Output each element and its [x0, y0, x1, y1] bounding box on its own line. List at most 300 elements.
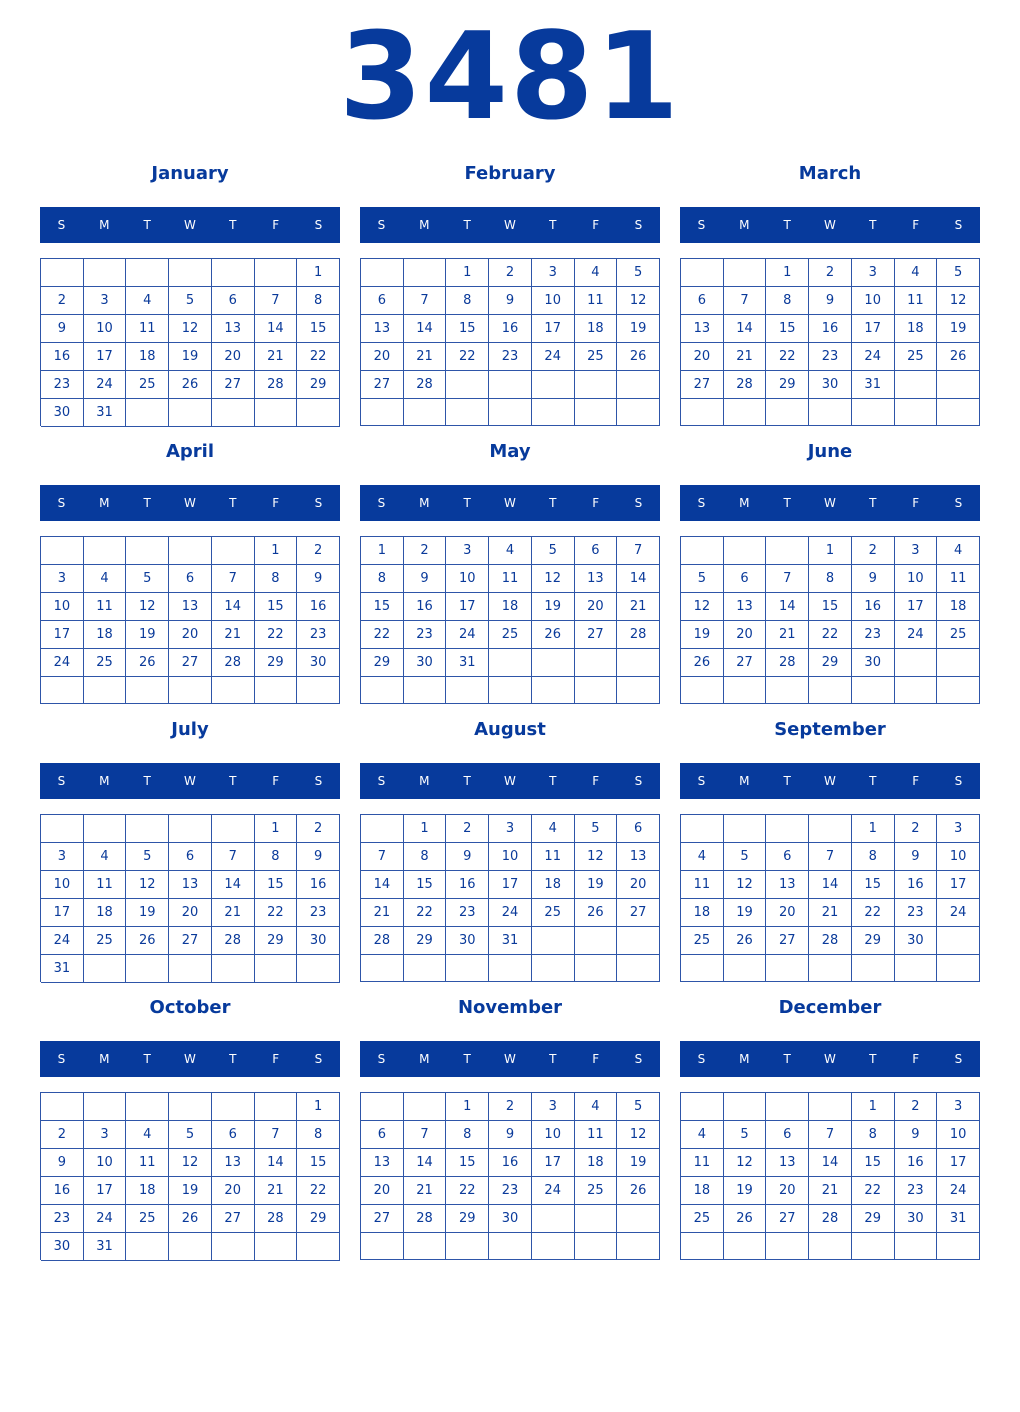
day-cell[interactable]: 9: [809, 287, 852, 315]
day-cell[interactable]: 3: [489, 815, 532, 843]
day-cell[interactable]: 16: [446, 871, 489, 899]
day-cell[interactable]: 25: [532, 899, 575, 927]
day-cell[interactable]: 11: [532, 843, 575, 871]
day-cell[interactable]: 18: [126, 1177, 169, 1205]
day-cell[interactable]: 23: [895, 899, 938, 927]
day-cell[interactable]: 12: [169, 1149, 212, 1177]
day-cell[interactable]: 11: [681, 1149, 724, 1177]
day-cell[interactable]: 13: [681, 315, 724, 343]
day-cell[interactable]: 1: [404, 815, 447, 843]
day-cell[interactable]: 28: [212, 927, 255, 955]
day-cell[interactable]: 17: [532, 315, 575, 343]
day-cell[interactable]: 9: [41, 1149, 84, 1177]
day-cell[interactable]: 20: [169, 899, 212, 927]
day-cell[interactable]: 10: [937, 1121, 980, 1149]
day-cell[interactable]: 18: [126, 343, 169, 371]
day-cell[interactable]: 26: [126, 649, 169, 677]
day-cell[interactable]: 21: [617, 593, 660, 621]
day-cell[interactable]: 3: [532, 259, 575, 287]
day-cell[interactable]: 7: [404, 287, 447, 315]
day-cell[interactable]: 1: [446, 1093, 489, 1121]
day-cell[interactable]: 17: [489, 871, 532, 899]
day-cell[interactable]: 21: [212, 899, 255, 927]
day-cell[interactable]: 10: [84, 1149, 127, 1177]
day-cell[interactable]: 24: [937, 899, 980, 927]
day-cell[interactable]: 23: [489, 1177, 532, 1205]
day-cell[interactable]: 14: [255, 1149, 298, 1177]
day-cell[interactable]: 13: [724, 593, 767, 621]
day-cell[interactable]: 30: [41, 1233, 84, 1261]
day-cell[interactable]: 29: [255, 649, 298, 677]
day-cell[interactable]: 14: [766, 593, 809, 621]
day-cell[interactable]: 24: [532, 343, 575, 371]
day-cell[interactable]: 22: [297, 1177, 340, 1205]
day-cell[interactable]: 20: [617, 871, 660, 899]
day-cell[interactable]: 15: [852, 871, 895, 899]
day-cell[interactable]: 16: [895, 1149, 938, 1177]
day-cell[interactable]: 12: [575, 843, 618, 871]
day-cell[interactable]: 4: [84, 843, 127, 871]
day-cell[interactable]: 4: [532, 815, 575, 843]
day-cell[interactable]: 13: [169, 871, 212, 899]
day-cell[interactable]: 10: [41, 871, 84, 899]
day-cell[interactable]: 10: [489, 843, 532, 871]
day-cell[interactable]: 31: [84, 1233, 127, 1261]
day-cell[interactable]: 27: [361, 371, 404, 399]
day-cell[interactable]: 5: [169, 1121, 212, 1149]
day-cell[interactable]: 4: [489, 537, 532, 565]
day-cell[interactable]: 6: [212, 1121, 255, 1149]
day-cell[interactable]: 12: [617, 1121, 660, 1149]
day-cell[interactable]: 31: [852, 371, 895, 399]
day-cell[interactable]: 26: [617, 1177, 660, 1205]
day-cell[interactable]: 29: [297, 1205, 340, 1233]
day-cell[interactable]: 8: [446, 1121, 489, 1149]
day-cell[interactable]: 25: [575, 1177, 618, 1205]
day-cell[interactable]: 15: [446, 1149, 489, 1177]
day-cell[interactable]: 14: [212, 871, 255, 899]
day-cell[interactable]: 3: [41, 565, 84, 593]
day-cell[interactable]: 20: [766, 1177, 809, 1205]
day-cell[interactable]: 4: [126, 1121, 169, 1149]
day-cell[interactable]: 18: [84, 621, 127, 649]
day-cell[interactable]: 2: [489, 259, 532, 287]
day-cell[interactable]: 1: [766, 259, 809, 287]
day-cell[interactable]: 1: [852, 1093, 895, 1121]
day-cell[interactable]: 16: [489, 315, 532, 343]
day-cell[interactable]: 19: [937, 315, 980, 343]
day-cell[interactable]: 24: [41, 927, 84, 955]
day-cell[interactable]: 16: [489, 1149, 532, 1177]
day-cell[interactable]: 20: [169, 621, 212, 649]
day-cell[interactable]: 27: [212, 371, 255, 399]
day-cell[interactable]: 28: [809, 927, 852, 955]
day-cell[interactable]: 22: [446, 343, 489, 371]
day-cell[interactable]: 6: [617, 815, 660, 843]
day-cell[interactable]: 17: [895, 593, 938, 621]
day-cell[interactable]: 12: [724, 871, 767, 899]
day-cell[interactable]: 22: [297, 343, 340, 371]
day-cell[interactable]: 14: [809, 1149, 852, 1177]
day-cell[interactable]: 17: [84, 343, 127, 371]
day-cell[interactable]: 27: [766, 1205, 809, 1233]
day-cell[interactable]: 2: [895, 1093, 938, 1121]
day-cell[interactable]: 8: [255, 843, 298, 871]
day-cell[interactable]: 27: [361, 1205, 404, 1233]
day-cell[interactable]: 29: [766, 371, 809, 399]
day-cell[interactable]: 26: [169, 371, 212, 399]
day-cell[interactable]: 30: [895, 927, 938, 955]
day-cell[interactable]: 8: [255, 565, 298, 593]
day-cell[interactable]: 13: [212, 1149, 255, 1177]
day-cell[interactable]: 6: [575, 537, 618, 565]
day-cell[interactable]: 15: [255, 871, 298, 899]
day-cell[interactable]: 2: [446, 815, 489, 843]
day-cell[interactable]: 5: [126, 565, 169, 593]
day-cell[interactable]: 17: [41, 621, 84, 649]
day-cell[interactable]: 28: [212, 649, 255, 677]
day-cell[interactable]: 12: [681, 593, 724, 621]
day-cell[interactable]: 16: [404, 593, 447, 621]
day-cell[interactable]: 7: [724, 287, 767, 315]
day-cell[interactable]: 2: [489, 1093, 532, 1121]
day-cell[interactable]: 28: [766, 649, 809, 677]
day-cell[interactable]: 7: [255, 287, 298, 315]
day-cell[interactable]: 5: [126, 843, 169, 871]
day-cell[interactable]: 23: [489, 343, 532, 371]
day-cell[interactable]: 27: [724, 649, 767, 677]
day-cell[interactable]: 16: [297, 593, 340, 621]
day-cell[interactable]: 9: [852, 565, 895, 593]
day-cell[interactable]: 3: [532, 1093, 575, 1121]
day-cell[interactable]: 19: [532, 593, 575, 621]
day-cell[interactable]: 30: [297, 927, 340, 955]
day-cell[interactable]: 24: [41, 649, 84, 677]
day-cell[interactable]: 13: [617, 843, 660, 871]
day-cell[interactable]: 8: [404, 843, 447, 871]
day-cell[interactable]: 10: [895, 565, 938, 593]
day-cell[interactable]: 26: [724, 1205, 767, 1233]
day-cell[interactable]: 5: [724, 1121, 767, 1149]
day-cell[interactable]: 17: [532, 1149, 575, 1177]
day-cell[interactable]: 9: [895, 1121, 938, 1149]
day-cell[interactable]: 20: [212, 343, 255, 371]
day-cell[interactable]: 13: [361, 1149, 404, 1177]
day-cell[interactable]: 4: [575, 259, 618, 287]
day-cell[interactable]: 18: [84, 899, 127, 927]
day-cell[interactable]: 10: [446, 565, 489, 593]
day-cell[interactable]: 29: [297, 371, 340, 399]
day-cell[interactable]: 8: [446, 287, 489, 315]
day-cell[interactable]: 4: [895, 259, 938, 287]
day-cell[interactable]: 13: [361, 315, 404, 343]
day-cell[interactable]: 2: [895, 815, 938, 843]
day-cell[interactable]: 7: [255, 1121, 298, 1149]
day-cell[interactable]: 30: [297, 649, 340, 677]
day-cell[interactable]: 1: [255, 815, 298, 843]
day-cell[interactable]: 21: [404, 1177, 447, 1205]
day-cell[interactable]: 12: [169, 315, 212, 343]
day-cell[interactable]: 5: [617, 259, 660, 287]
day-cell[interactable]: 28: [404, 371, 447, 399]
day-cell[interactable]: 9: [41, 315, 84, 343]
day-cell[interactable]: 14: [809, 871, 852, 899]
day-cell[interactable]: 26: [724, 927, 767, 955]
day-cell[interactable]: 4: [575, 1093, 618, 1121]
day-cell[interactable]: 4: [126, 287, 169, 315]
day-cell[interactable]: 21: [255, 1177, 298, 1205]
day-cell[interactable]: 8: [361, 565, 404, 593]
day-cell[interactable]: 24: [446, 621, 489, 649]
day-cell[interactable]: 4: [937, 537, 980, 565]
day-cell[interactable]: 12: [617, 287, 660, 315]
day-cell[interactable]: 25: [575, 343, 618, 371]
day-cell[interactable]: 26: [937, 343, 980, 371]
day-cell[interactable]: 15: [809, 593, 852, 621]
day-cell[interactable]: 12: [532, 565, 575, 593]
day-cell[interactable]: 10: [937, 843, 980, 871]
day-cell[interactable]: 8: [852, 1121, 895, 1149]
day-cell[interactable]: 16: [852, 593, 895, 621]
day-cell[interactable]: 25: [681, 927, 724, 955]
day-cell[interactable]: 1: [809, 537, 852, 565]
day-cell[interactable]: 20: [575, 593, 618, 621]
day-cell[interactable]: 14: [404, 315, 447, 343]
day-cell[interactable]: 29: [852, 927, 895, 955]
day-cell[interactable]: 6: [361, 287, 404, 315]
day-cell[interactable]: 8: [852, 843, 895, 871]
day-cell[interactable]: 6: [724, 565, 767, 593]
day-cell[interactable]: 22: [255, 621, 298, 649]
day-cell[interactable]: 20: [724, 621, 767, 649]
day-cell[interactable]: 9: [895, 843, 938, 871]
day-cell[interactable]: 27: [575, 621, 618, 649]
day-cell[interactable]: 4: [681, 843, 724, 871]
day-cell[interactable]: 22: [852, 899, 895, 927]
day-cell[interactable]: 12: [126, 871, 169, 899]
day-cell[interactable]: 31: [41, 955, 84, 983]
day-cell[interactable]: 10: [852, 287, 895, 315]
day-cell[interactable]: 21: [361, 899, 404, 927]
day-cell[interactable]: 28: [617, 621, 660, 649]
day-cell[interactable]: 27: [766, 927, 809, 955]
day-cell[interactable]: 3: [84, 1121, 127, 1149]
day-cell[interactable]: 30: [41, 399, 84, 427]
day-cell[interactable]: 27: [212, 1205, 255, 1233]
day-cell[interactable]: 9: [489, 1121, 532, 1149]
day-cell[interactable]: 14: [724, 315, 767, 343]
day-cell[interactable]: 1: [255, 537, 298, 565]
day-cell[interactable]: 10: [84, 315, 127, 343]
day-cell[interactable]: 9: [446, 843, 489, 871]
day-cell[interactable]: 24: [937, 1177, 980, 1205]
day-cell[interactable]: 31: [84, 399, 127, 427]
day-cell[interactable]: 8: [809, 565, 852, 593]
day-cell[interactable]: 3: [84, 287, 127, 315]
day-cell[interactable]: 27: [169, 649, 212, 677]
day-cell[interactable]: 17: [852, 315, 895, 343]
day-cell[interactable]: 28: [255, 371, 298, 399]
day-cell[interactable]: 20: [361, 1177, 404, 1205]
day-cell[interactable]: 14: [255, 315, 298, 343]
day-cell[interactable]: 17: [937, 871, 980, 899]
day-cell[interactable]: 24: [489, 899, 532, 927]
day-cell[interactable]: 25: [126, 1205, 169, 1233]
day-cell[interactable]: 30: [895, 1205, 938, 1233]
day-cell[interactable]: 29: [255, 927, 298, 955]
day-cell[interactable]: 2: [41, 287, 84, 315]
day-cell[interactable]: 27: [169, 927, 212, 955]
day-cell[interactable]: 1: [446, 259, 489, 287]
day-cell[interactable]: 3: [852, 259, 895, 287]
day-cell[interactable]: 16: [41, 343, 84, 371]
day-cell[interactable]: 17: [937, 1149, 980, 1177]
day-cell[interactable]: 6: [681, 287, 724, 315]
day-cell[interactable]: 6: [169, 565, 212, 593]
day-cell[interactable]: 6: [169, 843, 212, 871]
day-cell[interactable]: 7: [766, 565, 809, 593]
day-cell[interactable]: 30: [446, 927, 489, 955]
day-cell[interactable]: 13: [766, 871, 809, 899]
day-cell[interactable]: 18: [575, 1149, 618, 1177]
day-cell[interactable]: 29: [404, 927, 447, 955]
day-cell[interactable]: 21: [255, 343, 298, 371]
day-cell[interactable]: 12: [126, 593, 169, 621]
day-cell[interactable]: 26: [169, 1205, 212, 1233]
day-cell[interactable]: 2: [41, 1121, 84, 1149]
day-cell[interactable]: 28: [809, 1205, 852, 1233]
day-cell[interactable]: 13: [212, 315, 255, 343]
day-cell[interactable]: 3: [895, 537, 938, 565]
day-cell[interactable]: 22: [809, 621, 852, 649]
day-cell[interactable]: 17: [84, 1177, 127, 1205]
day-cell[interactable]: 25: [489, 621, 532, 649]
day-cell[interactable]: 19: [617, 1149, 660, 1177]
day-cell[interactable]: 29: [852, 1205, 895, 1233]
day-cell[interactable]: 20: [212, 1177, 255, 1205]
day-cell[interactable]: 3: [937, 815, 980, 843]
day-cell[interactable]: 11: [126, 1149, 169, 1177]
day-cell[interactable]: 23: [446, 899, 489, 927]
day-cell[interactable]: 24: [84, 1205, 127, 1233]
day-cell[interactable]: 22: [852, 1177, 895, 1205]
day-cell[interactable]: 15: [297, 315, 340, 343]
day-cell[interactable]: 28: [255, 1205, 298, 1233]
day-cell[interactable]: 25: [84, 649, 127, 677]
day-cell[interactable]: 22: [361, 621, 404, 649]
day-cell[interactable]: 26: [681, 649, 724, 677]
day-cell[interactable]: 27: [617, 899, 660, 927]
day-cell[interactable]: 14: [404, 1149, 447, 1177]
day-cell[interactable]: 18: [489, 593, 532, 621]
day-cell[interactable]: 15: [446, 315, 489, 343]
day-cell[interactable]: 19: [575, 871, 618, 899]
day-cell[interactable]: 18: [937, 593, 980, 621]
day-cell[interactable]: 21: [809, 1177, 852, 1205]
day-cell[interactable]: 28: [404, 1205, 447, 1233]
day-cell[interactable]: 8: [297, 287, 340, 315]
day-cell[interactable]: 6: [766, 843, 809, 871]
day-cell[interactable]: 23: [297, 899, 340, 927]
day-cell[interactable]: 2: [404, 537, 447, 565]
day-cell[interactable]: 28: [724, 371, 767, 399]
day-cell[interactable]: 19: [126, 899, 169, 927]
day-cell[interactable]: 7: [404, 1121, 447, 1149]
day-cell[interactable]: 11: [489, 565, 532, 593]
day-cell[interactable]: 28: [361, 927, 404, 955]
day-cell[interactable]: 3: [937, 1093, 980, 1121]
day-cell[interactable]: 14: [212, 593, 255, 621]
day-cell[interactable]: 7: [212, 565, 255, 593]
day-cell[interactable]: 10: [41, 593, 84, 621]
day-cell[interactable]: 16: [809, 315, 852, 343]
day-cell[interactable]: 25: [126, 371, 169, 399]
day-cell[interactable]: 17: [446, 593, 489, 621]
day-cell[interactable]: 14: [361, 871, 404, 899]
day-cell[interactable]: 5: [617, 1093, 660, 1121]
day-cell[interactable]: 15: [852, 1149, 895, 1177]
day-cell[interactable]: 26: [575, 899, 618, 927]
day-cell[interactable]: 11: [895, 287, 938, 315]
day-cell[interactable]: 22: [404, 899, 447, 927]
day-cell[interactable]: 14: [617, 565, 660, 593]
day-cell[interactable]: 8: [297, 1121, 340, 1149]
day-cell[interactable]: 30: [852, 649, 895, 677]
day-cell[interactable]: 5: [169, 287, 212, 315]
day-cell[interactable]: 31: [937, 1205, 980, 1233]
day-cell[interactable]: 11: [126, 315, 169, 343]
day-cell[interactable]: 24: [84, 371, 127, 399]
day-cell[interactable]: 30: [489, 1205, 532, 1233]
day-cell[interactable]: 22: [446, 1177, 489, 1205]
day-cell[interactable]: 8: [766, 287, 809, 315]
day-cell[interactable]: 9: [297, 565, 340, 593]
day-cell[interactable]: 29: [361, 649, 404, 677]
day-cell[interactable]: 19: [681, 621, 724, 649]
day-cell[interactable]: 13: [766, 1149, 809, 1177]
day-cell[interactable]: 11: [681, 871, 724, 899]
day-cell[interactable]: 15: [361, 593, 404, 621]
day-cell[interactable]: 18: [681, 1177, 724, 1205]
day-cell[interactable]: 16: [41, 1177, 84, 1205]
day-cell[interactable]: 1: [361, 537, 404, 565]
day-cell[interactable]: 19: [169, 343, 212, 371]
day-cell[interactable]: 26: [126, 927, 169, 955]
day-cell[interactable]: 15: [766, 315, 809, 343]
day-cell[interactable]: 2: [297, 815, 340, 843]
day-cell[interactable]: 19: [169, 1177, 212, 1205]
day-cell[interactable]: 3: [446, 537, 489, 565]
day-cell[interactable]: 22: [255, 899, 298, 927]
day-cell[interactable]: 6: [361, 1121, 404, 1149]
day-cell[interactable]: 23: [41, 371, 84, 399]
day-cell[interactable]: 25: [681, 1205, 724, 1233]
day-cell[interactable]: 21: [212, 621, 255, 649]
day-cell[interactable]: 11: [84, 871, 127, 899]
day-cell[interactable]: 21: [724, 343, 767, 371]
day-cell[interactable]: 6: [212, 287, 255, 315]
day-cell[interactable]: 7: [361, 843, 404, 871]
day-cell[interactable]: 15: [404, 871, 447, 899]
day-cell[interactable]: 23: [404, 621, 447, 649]
day-cell[interactable]: 20: [681, 343, 724, 371]
day-cell[interactable]: 5: [937, 259, 980, 287]
day-cell[interactable]: 27: [681, 371, 724, 399]
day-cell[interactable]: 22: [766, 343, 809, 371]
day-cell[interactable]: 2: [809, 259, 852, 287]
day-cell[interactable]: 7: [212, 843, 255, 871]
day-cell[interactable]: 19: [617, 315, 660, 343]
